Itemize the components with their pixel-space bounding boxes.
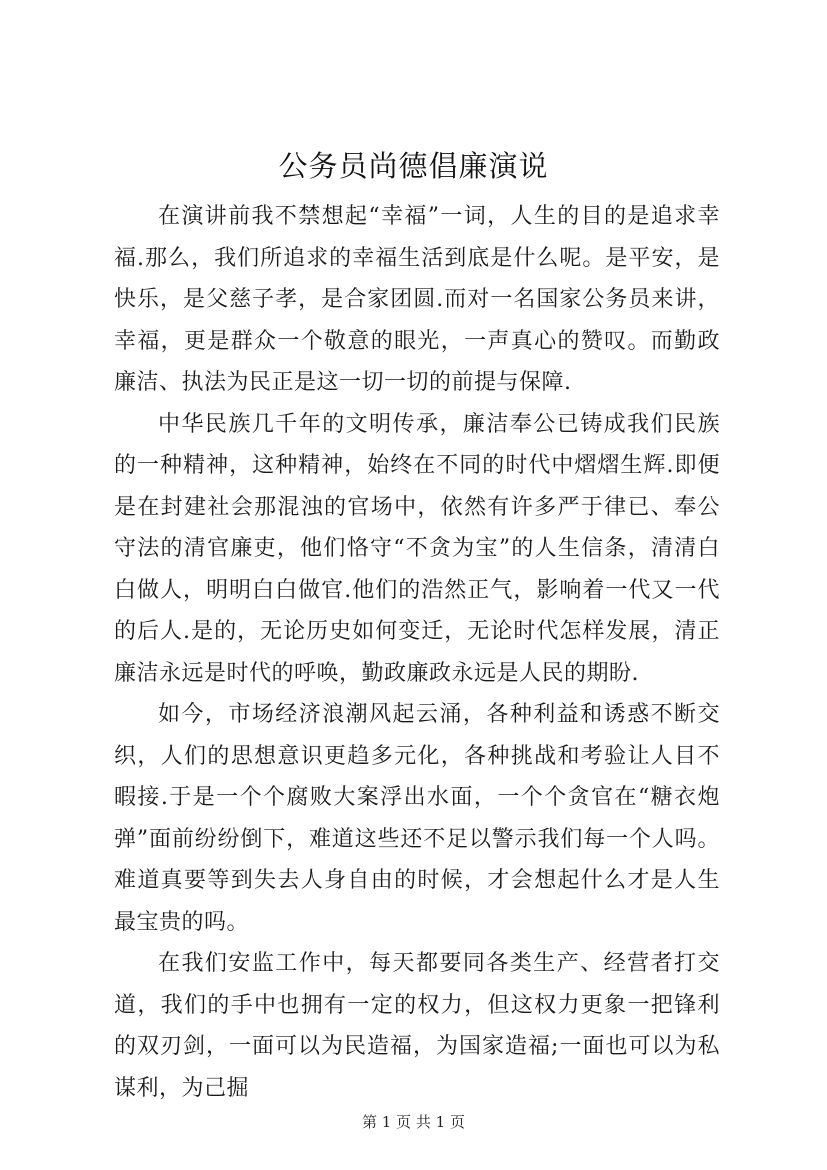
paragraph: 在我们安监工作中，每天都要同各类生产、经营者打交道，我们的手中也拥有一定的权力，但这权力更象一把锋利的双刃剑，一面可以为民造福，为国家造福;一面也可以为私谋利，为己掘 (114, 951, 720, 1101)
paragraph: 在演讲前我不禁想起“幸福”一词，人生的目的是追求幸福.那么，我们所追求的幸福生活到底是什么呢。是平安，是快乐，是父慈子孝，是合家团圆.而对一名国家公务员来讲，幸福，更是群众一个敬意的眼光，一声真心的赞叹。而勤政廉洁、执法为民正是这一切一切的前提与保障. (114, 204, 720, 395)
document-title: 公务员尚德倡廉演说 (278, 149, 549, 183)
paragraph: 中华民族几千年的文明传承，廉洁奉公已铸成我们民族的一种精神，这种精神，始终在不同的时代中熠熠生辉.即便是在封建社会那混浊的官场中，依然有许多严于律已、奉公守法的清官廉吏，他们恪守“不贪为宝”的人生信条，清清白白做人，明明白白做官.他们的浩然正气，影响着一代又一代的后人.是的，无论历史如何变迁，无论时代怎样发展，清正廉洁永远是时代的呼唤，勤政廉政永远是人民的期盼. (114, 411, 720, 686)
document-body (114, 196, 720, 1109)
page-footer: 第 1 页 共 1 页 (362, 1113, 465, 1131)
paragraph: 如今，市场经济浪潮风起云涌，各种利益和诱惑不断交织，人们的思想意识更趋多元化，各种挑战和考验让人目不暇接.于是一个个腐败大案浮出水面，一个个贪官在“糖衣炮弹”面前纷纷倒下，难道这些还不足以警示我们每一个人吗。难道真要等到失去人身自由的时候，才会想起什么才是人生最宝贵的吗。 (114, 702, 720, 935)
